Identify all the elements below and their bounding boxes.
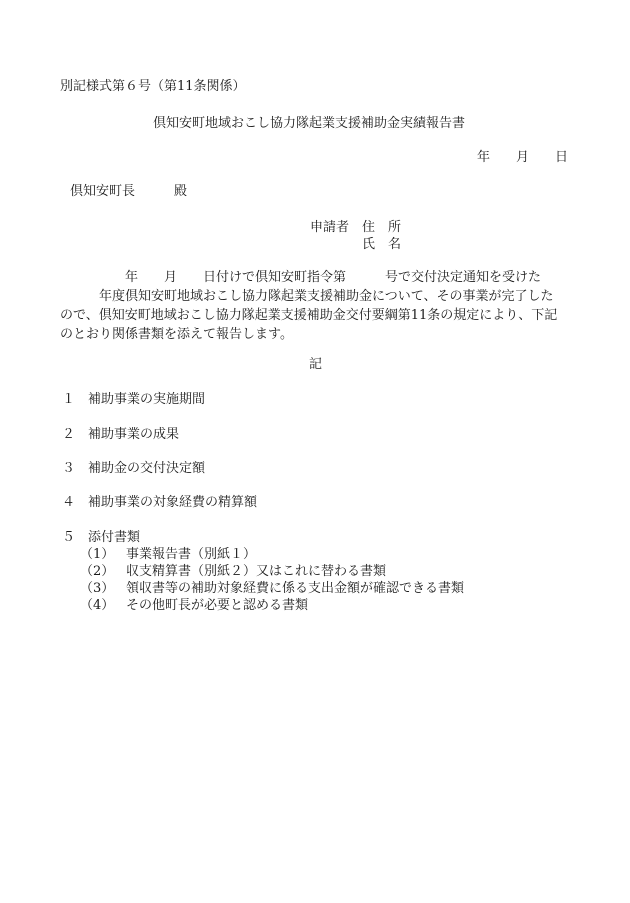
attachment-number: （4） xyxy=(80,598,115,613)
applicant-name-label: 氏 名 xyxy=(362,237,402,252)
addressee: 倶知安町長 殿 xyxy=(70,184,188,199)
document-title: 倶知安町地域おこし協力隊起業支援補助金実績報告書 xyxy=(153,116,466,131)
item-text: 補助金の交付決定額 xyxy=(88,461,206,476)
body-line: のとおり関係書類を添えて報告します。 xyxy=(60,327,293,342)
item-number: １ xyxy=(62,392,76,407)
item-text: 補助事業の対象経費の精算額 xyxy=(88,495,258,510)
body-line: 年 月 日付けで倶知安町指令第 号で交付決定通知を受けた xyxy=(60,270,542,285)
attachment-text: その他町長が必要と認める書類 xyxy=(126,598,309,613)
item-text: 補助事業の成果 xyxy=(88,427,180,442)
item-number: ３ xyxy=(62,461,76,476)
date-line: 年 月 日 xyxy=(477,150,569,165)
attachment-text: 事業報告書（別紙１） xyxy=(126,547,257,562)
attachment-text: 収支精算書（別紙２）又はこれに替わる書類 xyxy=(126,564,387,579)
item-text: 添付書類 xyxy=(88,530,141,545)
attachment-number: （3） xyxy=(80,581,115,596)
attachment-number: （2） xyxy=(80,564,115,579)
attachment-text: 領収書等の補助対象経費に係る支出金額が確認できる書類 xyxy=(126,581,465,596)
item-number: ４ xyxy=(62,495,76,510)
applicant-label: 申請者 xyxy=(310,220,350,235)
body-line: ので、倶知安町地域おこし協力隊起業支援補助金交付要綱第11条の規定により、下記 xyxy=(60,308,558,323)
item-number: ５ xyxy=(62,530,76,545)
body-line: 年度倶知安町地域おこし協力隊起業支援補助金について、その事業が完了した xyxy=(60,289,554,304)
attachment-number: （1） xyxy=(80,547,115,562)
ki-label: 記 xyxy=(309,357,323,372)
item-number: ２ xyxy=(62,427,76,442)
form-number: 別記様式第６号（第11条関係） xyxy=(60,79,246,94)
report-body xyxy=(60,268,572,344)
item-text: 補助事業の実施期間 xyxy=(88,392,206,407)
applicant-address-label: 住 所 xyxy=(362,220,402,235)
